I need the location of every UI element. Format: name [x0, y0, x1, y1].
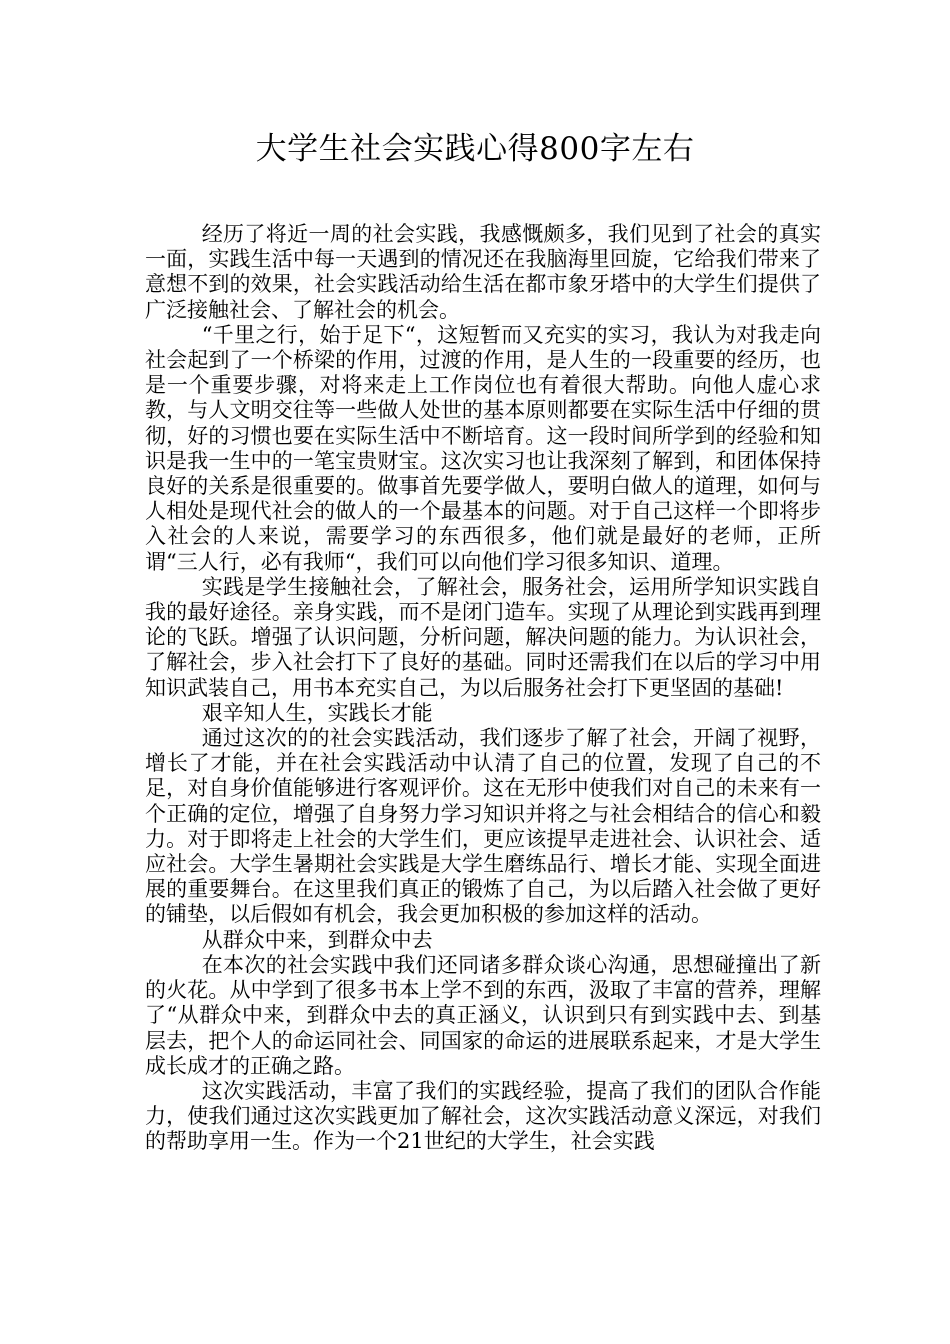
- body-paragraph: 在本次的社会实践中我们还同诸多群众谈心沟通，思想碰撞出了新的火花。从中学到了很多书本上学不到的东西，汲取了丰富的营养，理解了“从群众中来，到群众中去的真正涵义，认识到只有到实践中去、到基层去，把个人的命运同社会、同国家的命运的进展联系起来，才是大学生成长成才的正确之路。: [145, 952, 821, 1078]
- section-subheading: 艰辛知人生，实践长才能: [201, 700, 433, 725]
- body-paragraph: 经历了将近一周的社会实践，我感慨颇多，我们见到了社会的真实一面，实践生活中每一天遇到的情况还在我脑海里回旋，它给我们带来了意想不到的效果，社会实践活动给生活在都市象牙塔中的大学生们提供了广泛接触社会、了解社会的机会。: [145, 222, 821, 322]
- document-body: [145, 222, 821, 1155]
- document-title: 大学生社会实践心得800字左右: [255, 131, 695, 167]
- body-paragraph: 通过这次的的社会实践活动，我们逐步了解了社会，开阔了视野，增长了才能，并在社会实践活动中认清了自己的位置，发现了自己的不足，对自身价值能够进行客观评价。这在无形中使我们对自己的未来有一个正确的定位，增强了自身努力学习知识并将之与社会相结合的信心和毅力。对于即将走上社会的大学生们，更应该提早走进社会、认识社会、适应社会。大学生暑期社会实践是大学生磨练品行、增长才能、实现全面进展的重要舞台。在这里我们真正的锻炼了自己，为以后踏入社会做了更好的铺垫，以后假如有机会，我会更加积极的参加这样的活动。: [145, 726, 821, 927]
- section-subheading: 从群众中来，到群众中去: [201, 927, 433, 952]
- body-paragraph: “千里之行，始于足下“，这短暂而又充实的实习，我认为对我走向社会起到了一个桥梁的作用，过渡的作用，是人生的一段重要的经历，也是一个重要步骤，对将来走上工作岗位也有着很大帮助。向他人虚心求教，与人文明交往等一些做人处世的基本原则都要在实际生活中仔细的贯彻，好的习惯也要在实际生活中不断培育。这一段时间所学到的经验和知识是我一生中的一笔宝贵财宝。这次实习也让我深刻了解到，和团体保持良好的关系是很重要的。做事首先要学做人，要明白做人的道理，如何与人相处是现代社会的做人的一个最基本的问题。对于自己这样一个即将步入社会的人来说，需要学习的东西很多，他们就是最好的老师，正所谓“三人行，必有我师“，我们可以向他们学习很多知识、道理。: [145, 322, 821, 574]
- body-paragraph: 这次实践活动，丰富了我们的实践经验，提高了我们的团队合作能力，使我们通过这次实践更加了解社会，这次实践活动意义深远，对我们的帮助享用一生。作为一个21世纪的大学生，社会实践: [145, 1078, 821, 1154]
- body-paragraph: 实践是学生接触社会，了解社会，服务社会，运用所学知识实践自我的最好途径。亲身实践，而不是闭门造车。实现了从理论到实践再到理论的飞跃。增强了认识问题，分析问题，解决问题的能力。为认识社会，了解社会，步入社会打下了良好的基础。同时还需我们在以后的学习中用知识武装自己，用书本充实自己，为以后服务社会打下更坚固的基础!: [145, 574, 821, 700]
